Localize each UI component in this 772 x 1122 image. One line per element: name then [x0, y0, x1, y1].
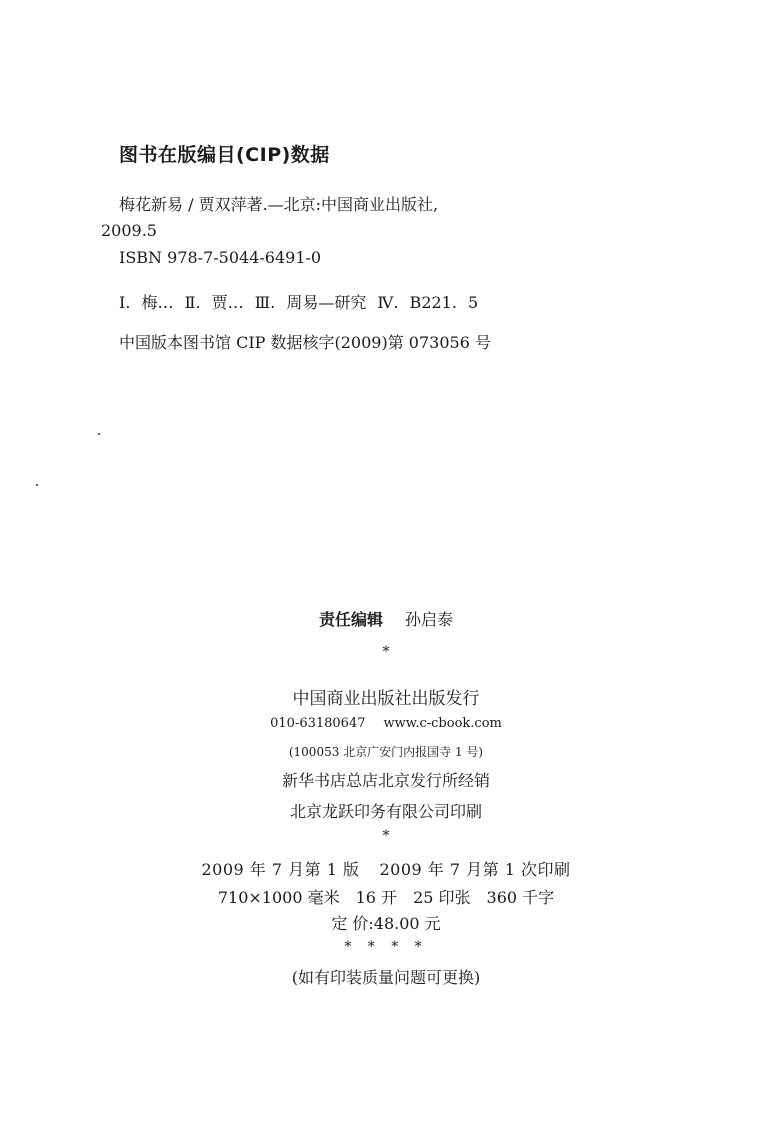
publisher-address: (100053 北京广安门内报国寺 1 号): [288, 745, 484, 759]
cip-heading: 图书在版编目(CIP)数据: [119, 144, 330, 166]
cip-record-line-2: 2009.5: [101, 221, 157, 240]
book-specifications: [0, 885, 772, 908]
separator-asterisks: * * * *: [344, 939, 428, 955]
folio-size: 16 开: [355, 888, 398, 907]
format-size: 710×1000 毫米: [217, 888, 340, 907]
editor-role-label: 责任编辑: [318, 610, 383, 629]
edition-printing: 2009 年 7 月第 1 次印刷: [379, 860, 571, 879]
stray-dot-mark: [98, 433, 100, 435]
price-line: 定 价:48.00 元: [331, 914, 441, 933]
cip-number: 中国版本图书馆 CIP 数据核字(2009)第 073056 号: [119, 333, 491, 352]
edition-line: [0, 857, 772, 880]
printed-sheets: 25 印张: [413, 888, 471, 907]
distributor-line: 新华书店总店北京发行所经销: [281, 771, 490, 790]
responsible-editor: [0, 607, 772, 630]
publisher-line: 中国商业出版社出版发行: [292, 689, 480, 709]
editor-name: 孙启泰: [405, 610, 454, 629]
separator-asterisk: *: [382, 828, 390, 844]
publisher-phone: 010-63180647: [270, 716, 366, 731]
quality-notice: (如有印装质量问题可更换): [291, 968, 481, 987]
separator-asterisk: *: [382, 644, 390, 660]
cip-subject-headings: Ⅰ. 梅… Ⅱ. 贾… Ⅲ. 周易—研究 Ⅳ. B221. 5: [119, 293, 479, 312]
edition-first: 2009 年 7 月第 1 版: [201, 860, 360, 879]
printer-line: 北京龙跃印务有限公司印刷: [289, 802, 482, 821]
publisher-website: www.c-cbook.com: [383, 716, 502, 731]
word-count: 360 千字: [486, 888, 555, 907]
stray-dot-mark: [36, 484, 38, 486]
cip-record-line-1: 梅花新易 / 贾双萍著.—北京:中国商业出版社,: [119, 195, 439, 214]
cip-isbn: ISBN 978-7-5044-6491-0: [119, 248, 322, 267]
publisher-contact: [0, 716, 772, 731]
